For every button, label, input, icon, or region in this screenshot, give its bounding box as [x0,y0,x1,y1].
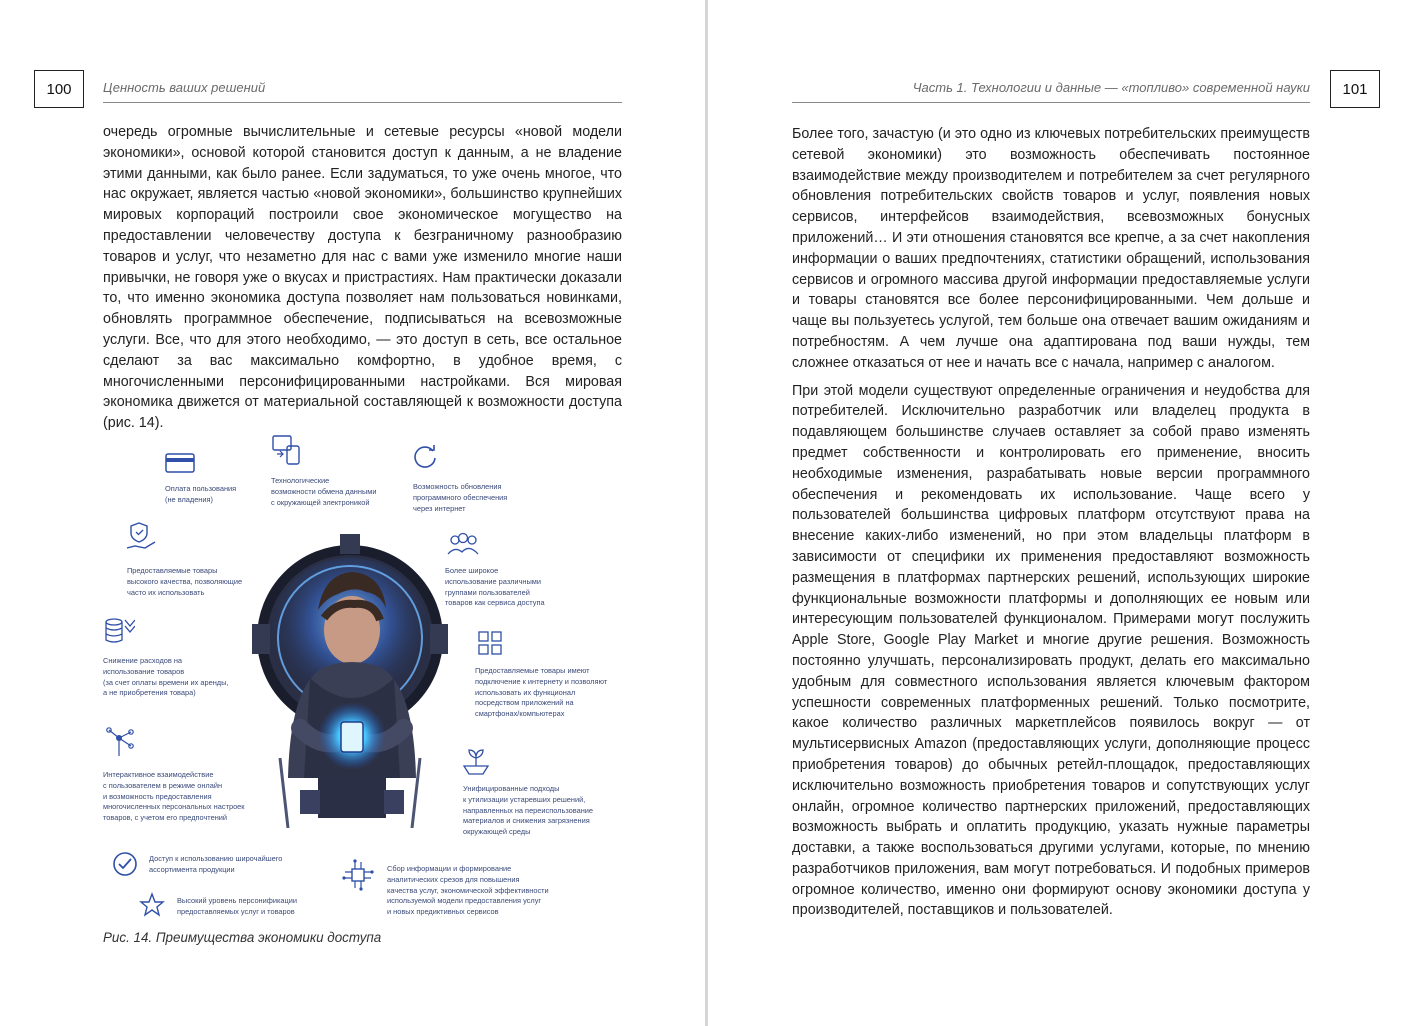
figure-label: Интерактивное взаимодействие с пользователем в режиме онлайн и возможность предоставления многочисленных персональных настроек товаров, с учетом его предпочтений [103,770,245,823]
check-circle-icon [111,850,139,878]
card-icon [165,452,195,474]
figure-label: Предоставляемые товары имеют подключение к интернету и позволяют использовать их функционал посредством приложений на смартфонах/компьютерах [475,666,608,719]
star-icon [139,892,165,918]
hand-shield-icon [125,520,159,554]
paragraph: При этой модели существуют определенные ограничения и неудобства для потребителей. Исключительно разработчик или владелец продукта в подавляющем большинстве случаев оставляет за собой право изменять предмет собственности и контролировать его применение, вносить необходимые изменения, разрабатывать новые версии программного обеспечения и рекомендовать их использование. Чаще всего у пользователей большинства цифровых платформ отсутствуют права на внесение каких-либо изменений, но при этом владельцы платформ в зависимости от специфики их применения предоставляют возможность размещения в платформах партнерских решений, использующих широкие функциональные возможности платформы и дополняющих ее новым или интересующим пользователей функционалом. Примерами могут послужить Apple Store, Google Play Market и многие другие решения. Возможность постоянно улучшать, персонализировать продукт, делать его максимально удобным для совместного использования является ключевым фактором успешности современных платформенных решений. Только посмотрите, какое количество различных маркетплейсов появилось вокруг — от мультисервисных Amazon (предоставляющих услуги, дополняющие процесс приобретения товаров) до обычных ретейл-площадок, предоставляющих исключительно возможность приобретения товаров и сопутствующих услуг онлайн, огромное количество партнерских приложений, предоставляющих возможность выбрать и оплатить продукцию, указать нужные параметры доставки, а также воспользоваться другими услугами, которые, по мнению разработчиков приложения, вам могут потребоваться. И подобных примеров огромное количество, именно они формируют основу экономики доступа у производителей, поставщиков и пользователей. [792,382,1310,919]
figure-label: Унифицированные подходы к утилизации устаревших решений, направленных на переиспользование материалов и снижения загрязнения окружающей среды [463,784,594,837]
body-text [792,124,1310,928]
figure-label: Доступ к использованию широчайшего ассортимента продукции [149,854,283,874]
header-rule [103,102,622,103]
access-economy-infographic [95,430,635,930]
figure-label: Снижение расходов на использование товаров (за счет оплаты времени их аренды, а не приобретения товара) [103,656,229,698]
figure-label: Технологические возможности обмена данными с окружающей электроникой [271,476,377,507]
devices-exchange-icon [271,434,303,466]
apps-grid-icon [477,630,503,656]
page-number: 101 [1330,70,1380,108]
running-head: Часть 1. Технологии и данные — «топливо» современной науки [912,80,1310,95]
figure-label: Оплата пользования (не владения) [165,484,237,504]
chip-network-icon [341,858,375,892]
plant-hand-icon [461,746,491,776]
coins-down-icon [103,616,135,648]
figure-label: Возможность обновления программного обеспечения через интернет [413,482,508,513]
user-group-icon [445,532,481,558]
figure-label: Высокий уровень персонификации предоставляемых услуг и товаров [177,896,297,916]
figure-label: Сбор информации и формирование аналитических срезов для повышения качества услуг, экономической эффективности используемой модели предоставления услуг и новых предиктивных сервисов [387,864,549,917]
paragraph: очередь огромные вычислительные и сетевые ресурсы «новой модели экономики», основой которой становится доступ к данным, а не владение этими данными, как было ранее. Если задуматься, то уже очень многое, что нас окружает, является частью «новой экономики», большинство крупнейших мировых корпораций построили свое экономическое могущество на предоставлении человечеству доступа к безграничному разнообразию товаров и услуг, что незаметно для нас с вами уже изменило многие наши привычки, не говоря уже о вкусах и пристрастиях. Нам практически доказали то, что именно экономика доступа позволяет нам пользоваться новинками, обновлять программное обеспечение, подписываться на всевозможные услуги. Все, что для этого необходимо, — это доступ в сеть, все остальное сделают за вас максимально комфортно, в удобное время, с многочисленными персонифицированными настройками. Вся мировая экономика движется от материальной составляющей к возможности доступа (рис. 14). [103,124,622,432]
right-page [708,0,1410,1026]
header-rule [792,102,1310,103]
person-with-phone-illustration [240,528,460,828]
paragraph: Более того, зачастую (и это одно из ключевых потребительских преимуществ сетевой экономики) это возможность обеспечивать постоянное взаимодействие между производителем и потребителем за счет регулярного обновления потребительских свойств товаров и услуг, появления новых сервисов, интерфейсов взаимодействия, всевозможных бонусных приложений… И эти отношения становятся все крепче, а за счет накопления информации о ваших предпочтениях, статистики обращений, использования сервисов и огромного массива другой информации предоставляемые услуги и товары становятся все более персонифицированными. Чем дольше и чаще вы пользуетесь услугой, тем больше она отвечает вашим ожиданиям и потребностям. А чем лучше она адаптирована под ваши нужды, тем сложнее отказаться от нее и начать все с начала, например с аналогом. [792,126,1310,371]
figure-label: Предоставляемые товары высокого качества, позволяющие часто их использовать [127,566,243,597]
body-text [103,122,622,441]
running-head: Ценность ваших решений [103,80,266,95]
network-hand-icon [103,726,137,760]
refresh-icon [411,442,439,470]
figure-caption: Рис. 14. Преимущества экономики доступа [103,930,382,945]
figure-label: Более широкое использование различными группами пользователей товаров как сервиса доступа [445,566,545,608]
page-number: 100 [34,70,84,108]
